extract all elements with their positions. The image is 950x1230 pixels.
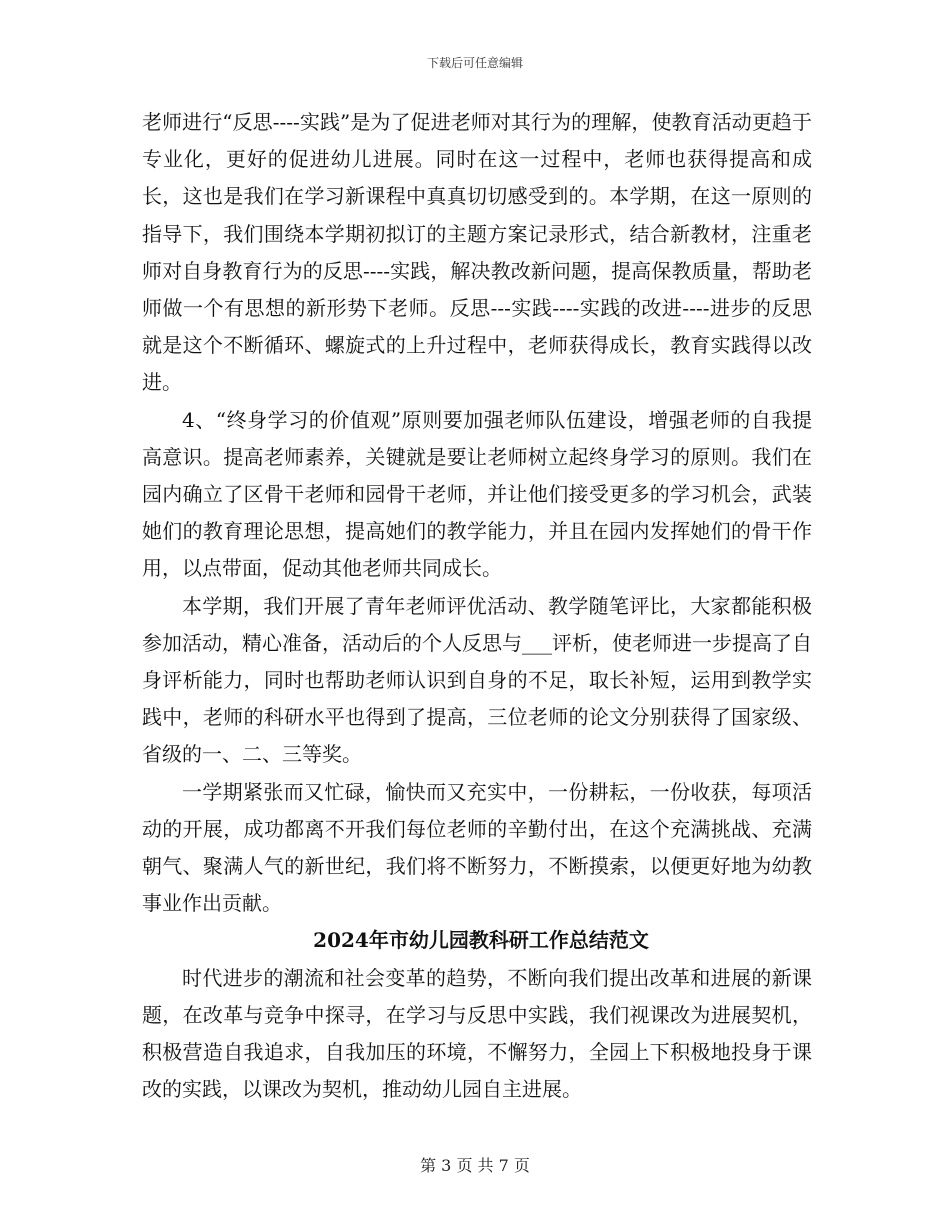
page-header: 下载后可任意编辑	[426, 56, 523, 70]
paragraph-conclusion: 一学期紧张而又忙碌，愉快而又充实中，一份耕耘，一份收获，每项活动的开展，成功都离不开我们每位老师的辛勤付出，在这个充满挑战、充满朝气、聚满人气的新世纪，我们将不断努力，不断摸索，以便更好地为幼教事业作出贡献。	[142, 779, 812, 916]
paragraph-section-intro: 时代进步的潮流和社会变革的趋势，不断向我们提出改革和进展的新课题，在改革与竞争中探寻，在学习与反思中实践，我们视课改为进展契机，积极营造自我追求，自我加压的环境，不懈努力，全园上下积极地投身于课改的实践，以课改为契机，推动幼儿园自主进展。	[142, 965, 812, 1102]
page-number-footer: 第 3 页 共 7 页	[420, 1156, 530, 1175]
paragraph-activities: 本学期，我们开展了青年老师评优活动、教学随笔评比，大家都能积极参加活动，精心准备，活动后的个人反思与___评析，使老师进一步提高了自身评析能力，同时也帮助老师认识到自身的不足，取长补短，运用到教学实践中，老师的科研水平也得到了提高，三位老师的论文分别获得了国家级、省级的一、二、三等奖。	[142, 593, 812, 767]
paragraph-lifelong-learning: 4、“终身学习的价值观”原则要加强老师队伍建设，增强老师的自我提高意识。提高老师素养，关键就是要让老师树立起终身学习的原则。我们在园内确立了区骨干老师和园骨干老师，并让他们接受更多的学习机会，武装她们的教育理论思想，提高她们的教学能力，并且在园内发挥她们的骨干作用，以点带面，促动其他老师共同成长。	[142, 407, 812, 581]
paragraph-continued: 老师进行“反思----实践”是为了促进老师对其行为的理解，使教育活动更趋于专业化，更好的促进幼儿进展。同时在这一过程中，老师也获得提高和成长，这也是我们在学习新课程中真真切切感受到的。本学期，在这一原则的指导下，我们围绕本学期初拟订的主题方案记录形式，结合新教材，注重老师对自身教育行为的反思----实践，解决教改新问题，提高保教质量，帮助老师做一个有思想的新形势下老师。反思---实践----实践的改进----进步的反思就是这个不断循环、螺旋式的上升过程中，老师获得成长，教育实践得以改进。	[142, 110, 812, 395]
document-body	[142, 104, 812, 1108]
section-title: 2024年市幼儿园教科研工作总结范文	[313, 928, 649, 953]
